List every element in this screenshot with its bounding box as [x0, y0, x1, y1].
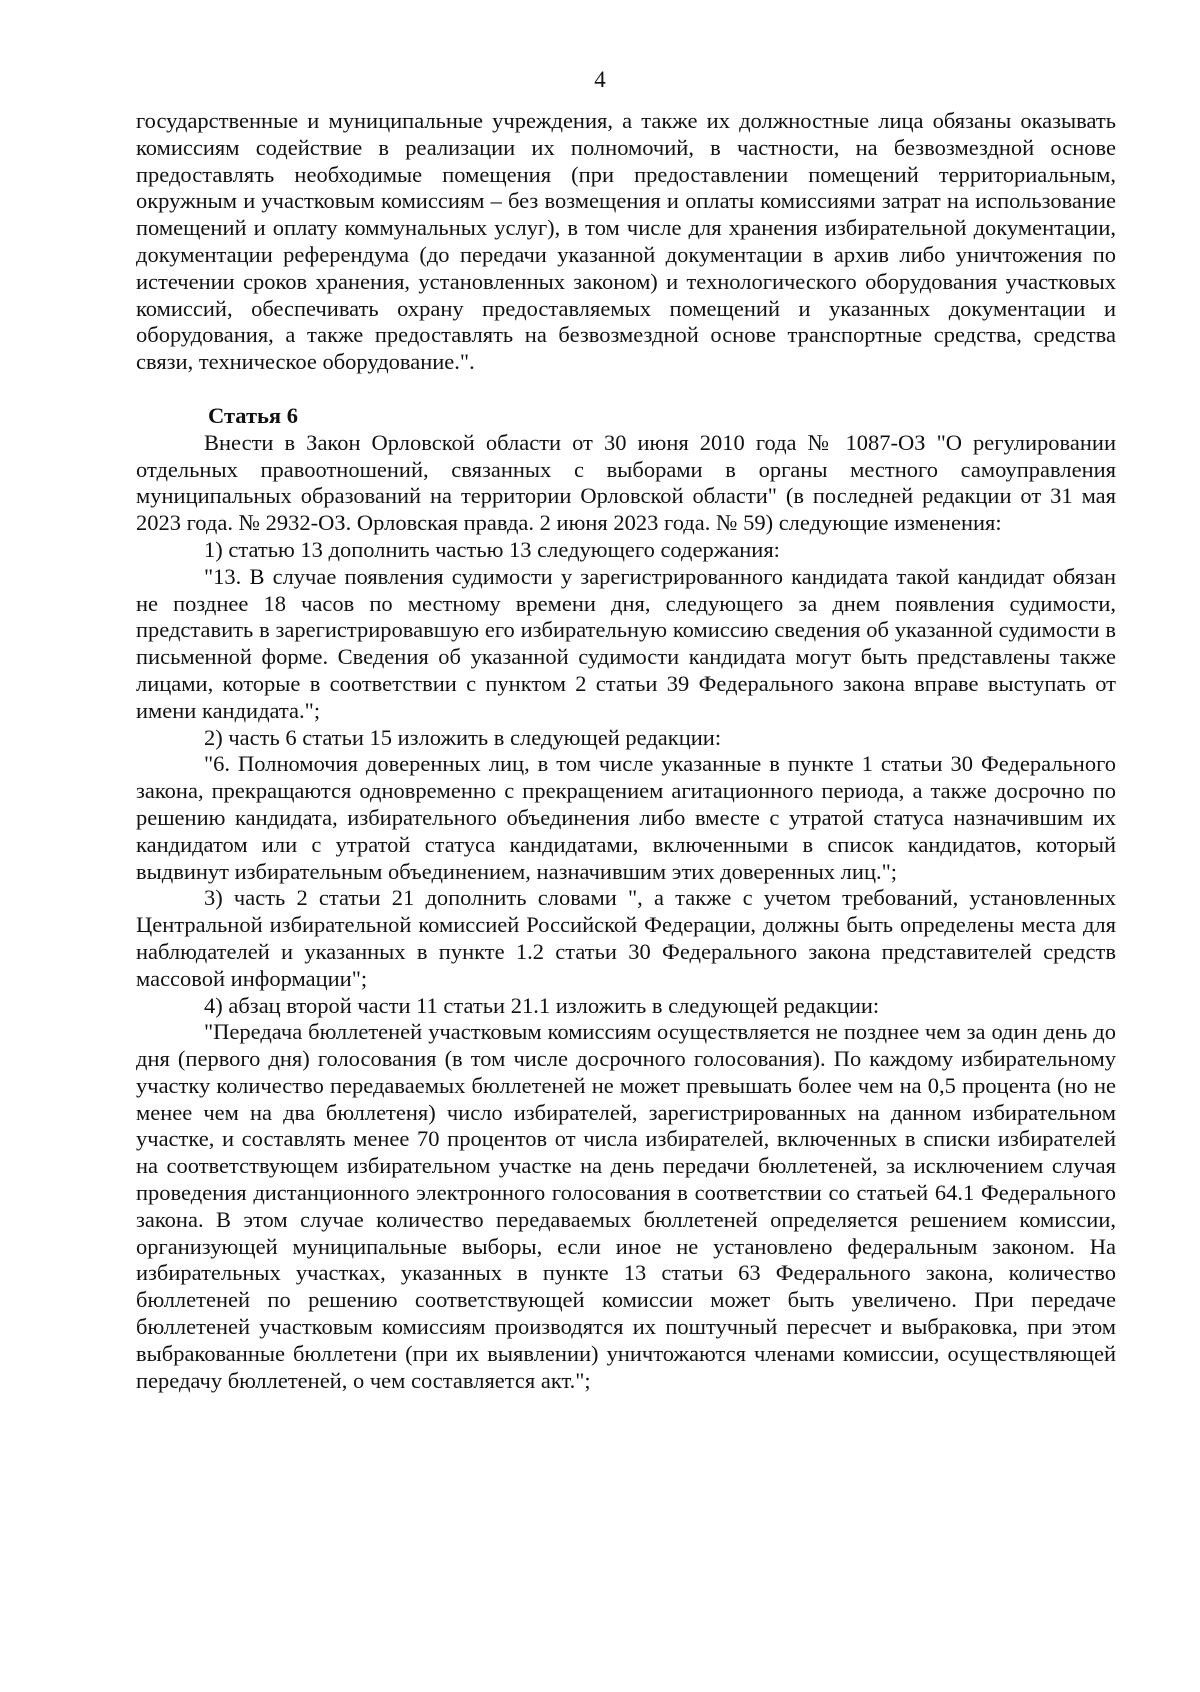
paragraph-item-2-text: "6. Полномочия доверенных лиц, в том числе указанные в пункте 1 статьи 30 Федерального закона, прекращаются одновременно с прекращением агитационного периода, а также досрочно по решению кандидата, избирательного объединения либо вместе с утратой статуса назначившим их кандидатом или с утратой статуса кандидатами, включенными в список кандидатов, который выдвинут избирательным объединением, назначившим этих доверенных лиц.";: [136, 751, 1116, 884]
paragraph-amendment-intro: Внести в Закон Орловской области от 30 июня 2010 года № 1087-ОЗ "О регулировании отдельных правоотношений, связанных с выборами в органы местного самоуправления муниципальных образований на территории Орловской области" (в последней редакции от 31 мая 2023 года. № 2932-ОЗ. Орловская правда. 2 июня 2023 года. № 59) следующие изменения:: [136, 429, 1116, 536]
paragraph-continuation: государственные и муниципальные учреждения, а также их должностные лица обязаны оказывать комиссиям содействие в реализации их полномочий, в частности, на безвозмездной основе предоставлять необходимые помещения (при предоставлении помещений территориальным, окружным и участковым комиссиям – без возмещения и оплаты комиссиями затрат на использование помещений и оплату коммунальных услуг), в том числе для хранения избирательной документации, документации референдума (до передачи указанной документации в архив либо уничтожения по истечении сроков хранения, установленных законом) и технологического оборудования участковых комиссий, обеспечивать охрану предоставляемых помещений и указанных документации и оборудования, а также предоставлять на безвозмездной основе транспортные средства, средства связи, техническое оборудование.".: [136, 108, 1116, 375]
paragraph-item-3: 3) часть 2 статьи 21 дополнить словами ", а также с учетом требований, установленных Центральной избирательной комиссией Российской Федерации, должны быть определены места для наблюдателей и указанных в пункте 1.2 статьи 30 Федерального закона представителей средств массовой информации";: [136, 885, 1116, 991]
paragraph-item-4: 4) абзац второй части 11 статьи 21.1 изложить в следующей редакции:: [204, 992, 880, 1018]
page-number: 4: [594, 67, 606, 92]
document-body: [136, 108, 1116, 1394]
paragraph-item-2: 2) часть 6 статьи 15 изложить в следующей редакции:: [204, 724, 722, 750]
article-heading: Статья 6: [208, 402, 298, 428]
paragraph-item-1: 1) статью 13 дополнить частью 13 следующего содержания:: [204, 536, 780, 562]
paragraph-item-1-text: "13. В случае появления судимости у зарегистрированного кандидата такой кандидат обязан не позднее 18 часов по местному времени дня, следующего за днем появления судимости, представить в зарегистрировавшую его избирательную комиссию сведения об указанной судимости в письменной форме. Сведения об указанной судимости кандидата могут быть представлены также лицами, которые в соответствии с пунктом 2 статьи 39 Федерального закона вправе выступать от имени кандидата.";: [136, 563, 1116, 723]
paragraph-item-4-text: "Передача бюллетеней участковым комиссиям осуществляется не позднее чем за один день до дня (первого дня) голосования (в том числе досрочного голосования). По каждому избирательному участку количество передаваемых бюллетеней не может превышать более чем на 0,5 процента (но не менее чем на два бюллетеня) число избирателей, зарегистрированных на данном избирательном участке, и составлять менее 70 процентов от числа избирателей, включенных в списки избирателей на соответствующем избирательном участке на день передачи бюллетеней, за исключением случая проведения дистанционного электронного голосования в соответствии со статьей 64.1 Федерального закона. В этом случае количество передаваемых бюллетеней определяется решением комиссии, организующей муниципальные выборы, если иное не установлено федеральным законом. На избирательных участках, указанных в пункте 13 статьи 63 Федерального закона, количество бюллетеней по решению соответствующей комиссии может быть увеличено. При передаче бюллетеней участковым комиссиям производятся их поштучный пересчет и выбраковка, при этом выбракованные бюллетени (при их выявлении) уничтожаются членами комиссии, осуществляющей передачу бюллетеней, о чем составляется акт.";: [136, 1019, 1116, 1393]
